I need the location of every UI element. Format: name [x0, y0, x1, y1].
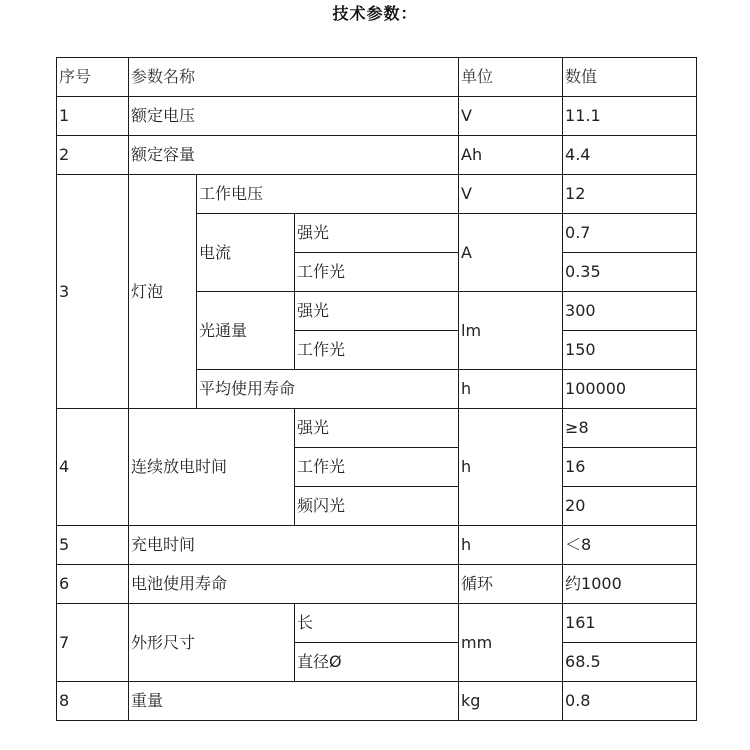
row-value: 16 — [563, 448, 697, 487]
row-value: 300 — [563, 292, 697, 331]
table-row — [57, 565, 697, 604]
row-name: 额定容量 — [129, 136, 459, 175]
table-row — [57, 409, 697, 448]
sub-name: 工作电压 — [197, 175, 459, 214]
row-value: 0.35 — [563, 253, 697, 292]
table-row — [57, 136, 697, 175]
row-value: 20 — [563, 487, 697, 526]
mode-name: 长 — [295, 604, 459, 643]
header-value: 数值 — [563, 58, 697, 97]
table-row — [57, 97, 697, 136]
row-name: 连续放电时间 — [129, 409, 295, 526]
mode-name: 强光 — [295, 409, 459, 448]
row-name: 灯泡 — [129, 175, 197, 409]
row-value: 12 — [563, 175, 697, 214]
mode-name: 强光 — [295, 214, 459, 253]
row-unit: kg — [459, 682, 563, 721]
row-value: ＜8 — [563, 526, 697, 565]
sub-name: 平均使用寿命 — [197, 370, 459, 409]
row-unit: lm — [459, 292, 563, 370]
row-value: 161 — [563, 604, 697, 643]
row-name: 外形尺寸 — [129, 604, 295, 682]
table-row — [57, 682, 697, 721]
mode-name: 强光 — [295, 292, 459, 331]
header-name: 参数名称 — [129, 58, 459, 97]
table-header-row — [57, 58, 697, 97]
row-unit: A — [459, 214, 563, 292]
row-value: 150 — [563, 331, 697, 370]
row-value: 11.1 — [563, 97, 697, 136]
row-value: 68.5 — [563, 643, 697, 682]
mode-name: 工作光 — [295, 448, 459, 487]
row-no: 5 — [57, 526, 129, 565]
row-unit: mm — [459, 604, 563, 682]
row-unit: h — [459, 370, 563, 409]
table-row — [57, 175, 697, 214]
row-no: 7 — [57, 604, 129, 682]
header-unit: 单位 — [459, 58, 563, 97]
row-name: 充电时间 — [129, 526, 459, 565]
sub-name: 光通量 — [197, 292, 295, 370]
row-value: 0.8 — [563, 682, 697, 721]
row-unit: Ah — [459, 136, 563, 175]
row-no: 6 — [57, 565, 129, 604]
row-name: 额定电压 — [129, 97, 459, 136]
table-row — [57, 604, 697, 643]
mode-name: 频闪光 — [295, 487, 459, 526]
spec-table — [56, 57, 697, 721]
row-value: 4.4 — [563, 136, 697, 175]
mode-name: 直径Ø — [295, 643, 459, 682]
row-name: 重量 — [129, 682, 459, 721]
row-value: 100000 — [563, 370, 697, 409]
row-value: 0.7 — [563, 214, 697, 253]
row-no: 3 — [57, 175, 129, 409]
row-no: 8 — [57, 682, 129, 721]
row-no: 1 — [57, 97, 129, 136]
mode-name: 工作光 — [295, 331, 459, 370]
row-unit: V — [459, 97, 563, 136]
row-name: 电池使用寿命 — [129, 565, 459, 604]
row-no: 4 — [57, 409, 129, 526]
sub-name: 电流 — [197, 214, 295, 292]
header-no: 序号 — [57, 58, 129, 97]
row-value: 约1000 — [563, 565, 697, 604]
row-unit: h — [459, 526, 563, 565]
mode-name: 工作光 — [295, 253, 459, 292]
row-no: 2 — [57, 136, 129, 175]
page-title: 技术参数： — [332, 4, 418, 23]
row-value: ≥8 — [563, 409, 697, 448]
table-row — [57, 526, 697, 565]
row-unit: V — [459, 175, 563, 214]
row-unit: 循环 — [459, 565, 563, 604]
row-unit: h — [459, 409, 563, 526]
